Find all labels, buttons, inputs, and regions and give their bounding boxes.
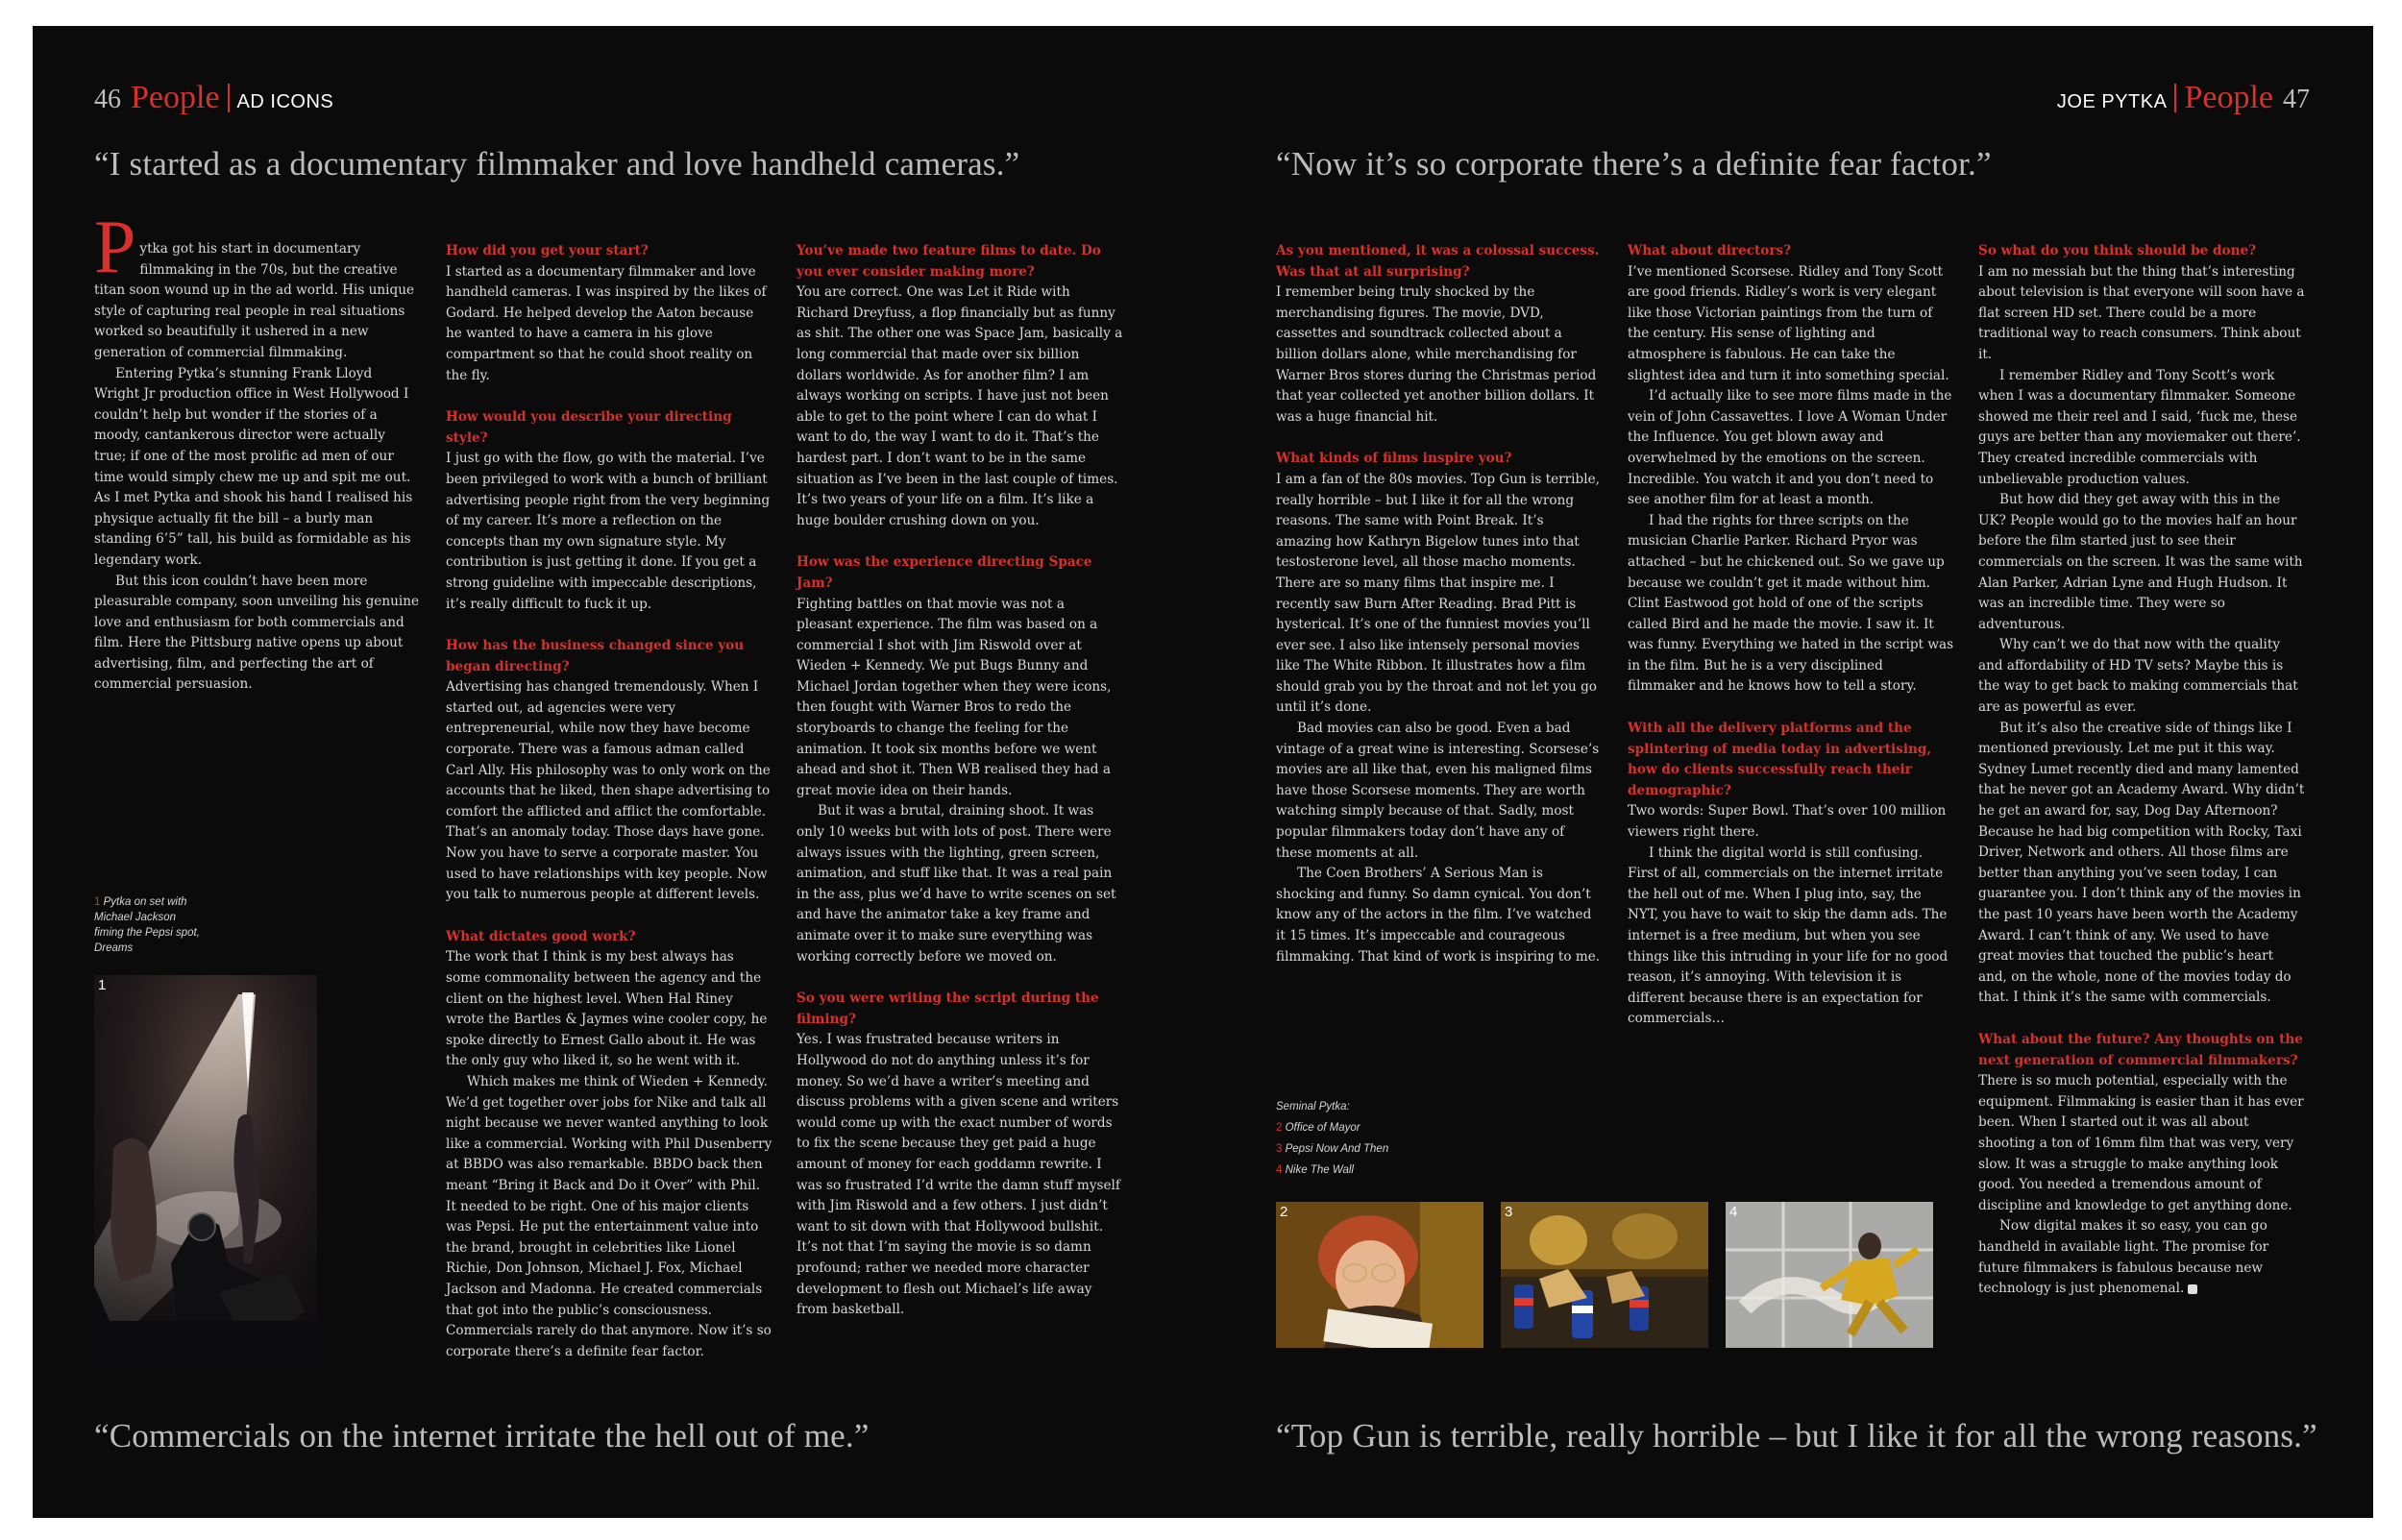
answer-text: Now digital makes it so easy, you can go handheld in available light. The promise for future filmmakers is fabulous because new technology is just phenomenal. <box>1978 1218 2269 1297</box>
folio-divider <box>228 84 230 112</box>
photo-illustration <box>1726 1202 1933 1348</box>
answer-paragraph: Why can’t we do that now with the quality and affordability of HD TV sets? Maybe this is the way to get back to making commercials that are as powerful as ever. <box>1978 637 2298 716</box>
answer-paragraph: I remember Ridley and Tony Scott’s work when I was a documentary filmmaker. Someone showed me their reel and I said, ‘fuck me, these guys are better than any moviemaker out there’. They created incredible commercials with unbelievable production values. <box>1978 367 2301 487</box>
photo-number: 3 <box>1505 1204 1513 1220</box>
magazine-spread <box>33 26 2373 1518</box>
photo-number: 4 <box>1729 1204 1738 1220</box>
caption-title: Seminal Pytka: <box>1276 1101 1350 1112</box>
photo-pepsi-now-and-then <box>1501 1202 1708 1348</box>
caption-number: 1 <box>94 896 101 908</box>
answer-paragraph: There is so much potential, especially with the equipment. Filmmaking is easier than it has ever been. When I started out it was all about shooting a ton of 16mm film that was very, very slow. It was a struggle to make anything look good. You needed a tremendous amount of discipline and knowledge to get anything done. <box>1978 1073 2304 1213</box>
caption-item <box>1276 1162 1468 1178</box>
photo-nike-the-wall <box>1726 1202 1933 1348</box>
qa-column <box>1628 241 1954 1030</box>
right-folio <box>2057 80 2310 116</box>
question-heading: How did you get your start? <box>446 243 649 258</box>
pull-quote: “Now it’s so corporate there’s a definite fear factor.” <box>1276 145 1992 183</box>
photo-illustration <box>94 975 317 1371</box>
question-heading: So you were writing the script during the filming? <box>797 990 1099 1027</box>
answer-paragraph: Advertising has changed tremendously. When I started out, ad agencies were very entrepreneurial, while now they have become corporate. There was a famous adman called Carl Ally. His philosophy was to only work on the accounts that he liked, then shape advertising to comfort the afflicted and afflict the comfortable. That’s an anomaly today. Those days have gone. Now you have to serve a corporate master. You used to have relationships with key people. Now you talk to numerous people at different levels. <box>446 679 771 903</box>
answer-paragraph: But it’s also the creative side of things like I mentioned previously. Let me put it this way. Sydney Lumet recently died and many lamented that he never got an Academy Award. Why didn’t he get an award for, say, Dog Day Afternoon? Because he had big competition with Rocky, Taxi Driver, Network and others. All those films are better than anything you’ve seen today, I can guarantee you. I don’t think any of the movies in the past 10 years have been worth the Academy Award. I can’t think of any. We used to have great movies that touched the public’s heart and, on the whole, none of the movies today do that. I think it’s the same with commercials. <box>1978 720 2305 1006</box>
intro-paragraph: Entering Pytka’s stunning Frank Lloyd Wright Jr production office in West Hollywood I couldn’t help but wonder if the stories of a moody, cantankerous director were actually true; if one of the most prolific ad men of our time would simply chew me up and spit me out. As I met Pytka and shook his hand I realised his physique actually fit the bill – a burly man standing 6’5” tall, his build as formidable as his legendary work. <box>94 365 413 568</box>
photo-number: 2 <box>1280 1204 1288 1220</box>
section-tag: JOE PYTKA <box>2056 91 2168 112</box>
photo-pytka-on-set <box>94 975 317 1371</box>
answer-paragraph: You are correct. One was Let it Ride with Richard Dreyfuss, a flop financially but as funny as shit. The other one was Space Jam, basically a long commercial that made over six billion dollars worldwide. As for another film? I am always working on scripts. I have just not been able to get to the point where I can do what I want to do, the way I want to do it. That’s the hardest part. I don’t want to be in the same situation as I’ve been in the last couple of times. It’s two years of your life on a film. It’s like a huge boulder crushing down on you. <box>797 284 1123 528</box>
answer-paragraph: But how did they get away with this in the UK? People would go to the movies half an hour before the film started just to see their commercials on the screen. It was the same with Alan Parker, Adrian Lyne and Hugh Hudson. It was an incredible time. They were so adventurous. <box>1978 492 2303 632</box>
intro-paragraph: But this icon couldn’t have been more pleasurable company, soon unveiling his genuine love and enthusiasm for both commercials and film. Here the Pittsburg native opens up about advertising, film, and perfecting the art of commercial persuasion. <box>94 573 419 693</box>
caption-text: Pepsi Now And Then <box>1285 1143 1389 1155</box>
answer-paragraph: Two words: Super Bowl. That’s over 100 million viewers right there. <box>1628 803 1947 841</box>
left-folio <box>94 80 333 116</box>
answer-paragraph: I think the digital world is still confusing. First of all, commercials on the internet irritate the hell out of me. When I plug into, say, the NYT, you have to wait to skip the damn ads. The internet is a free medium, but when you see things like this intruding in your life for no good reason, it’s annoying. With television it is different because there is an expectation for commercials… <box>1628 844 1949 1027</box>
pull-quote: “Commercials on the internet irritate the hell out of me.” <box>94 1417 870 1454</box>
question-heading: So what do you think should be done? <box>1978 243 2257 258</box>
question-heading: With all the delivery platforms and the splintering of media today in advertising, how do clients successfully reach their demographic? <box>1628 721 1932 798</box>
answer-paragraph: I had the rights for three scripts on the musician Charlie Parker. Richard Pryor was attached – but he chickened out. So we gave up because we couldn’t get it made without him. Clint Eastwood got hold of one of the scripts called Bird and he made the movie. I saw it. It was funny. Everything we hated in the script was in the film. But he is a very disciplined filmmaker and he knows how to tell a story. <box>1628 512 1954 695</box>
pull-quote: “I started as a documentary filmmaker and love handheld cameras.” <box>94 145 1020 183</box>
answer-paragraph: Fighting battles on that movie was not a pleasant experience. The film was based on a commercial I shot with Jim Riswold over at Wieden + Kennedy. We put Bugs Bunny and Michael Jordan together when they were icons, then fought with Warner Bros to redo the storyboards to change the feeling for the animation. It took six months before we went ahead and shot it. Then WB realised they had a great movie idea on their hands. <box>797 596 1112 798</box>
section-title: People <box>2184 80 2273 115</box>
answer-paragraph: I’ve mentioned Scorsese. Ridley and Tony Scott are good friends. Ridley’s work is very elegant like those Victorian paintings from the turn of the century. His sense of lighting and atmosphere is fabulous. He can take the slightest idea and turn it into something special. <box>1628 263 1949 383</box>
photo-captions <box>1276 1099 1468 1178</box>
answer-paragraph: I’d actually like to see more films made in the vein of John Cassavettes. I love A Woman Under the Influence. You get blown away and overwhelmed by the emotions on the screen. Incredible. You watch it and you don’t need to see another film for at least a month. <box>1628 388 1952 508</box>
caption-item <box>1276 1120 1468 1136</box>
photo-illustration <box>1501 1202 1708 1348</box>
section-tag: AD ICONS <box>236 91 334 112</box>
page-number: 47 <box>2283 85 2310 114</box>
drop-cap: P <box>94 205 136 288</box>
answer-paragraph: I started as a documentary filmmaker and love handheld cameras. I was inspired by the likes of Godard. He helped develop the Aaton because he wanted to have a camera in his glove compartment so that he could shoot reality on the fly. <box>446 263 767 383</box>
answer-paragraph: The work that I think is my best always has some commonality between the agency and the client on the highest level. When Hal Riney wrote the Bartles & Jaymes wine cooler copy, he spoke directly to Ernest Gallo about it. He was the only guy who liked it, so he went with it. <box>446 949 768 1069</box>
question-heading: What about the future? Any thoughts on the next generation of commercial filmmakers? <box>1978 1031 2303 1068</box>
qa-column <box>1276 241 1603 967</box>
answer-paragraph: I am no messiah but the thing that’s interesting about television is that everyone will soon have a flat screen HD set. There could be a more traditional way to reach consumers. Think about it. <box>1978 263 2305 362</box>
answer-paragraph: Which makes me think of Wieden + Kennedy. We’d get together over jobs for Nike and talk all night because we never wanted anything to look like a commercial. Working with Phil Dusenberry at BBDO was also remarkable. BBDO back then meant “Bring it Back and Do it Over” with Phil. It needed to be right. One of his major clients was Pepsi. He put the entertainment value into the brand, brought in celebrities like Lionel Richie, Don Johnson, Michael J. Fox, Michael Jackson and Madonna. He created commercials that got into the public’s consciousness. Commercials rarely do that anymore. Now it’s so corporate there’s a definite fear factor. <box>446 1073 772 1359</box>
intro-paragraph: ytka got his start in documentary filmmaking in the 70s, but the creative titan soon wound up in the ad world. His unique style of capturing real people in real situations worked so beautifully it ushered in a new generation of commercial filmmaking. <box>94 241 415 360</box>
caption-text: Office of Mayor <box>1285 1122 1360 1134</box>
question-heading: You’ve made two feature films to date. Do you ever consider making more? <box>797 243 1101 280</box>
question-heading: What kinds of films inspire you? <box>1276 451 1512 467</box>
pull-quote: “Top Gun is terrible, really horrible – but I like it for all the wrong reasons.” <box>1276 1417 2317 1454</box>
question-heading: How would you describe your directing style? <box>446 409 732 446</box>
answer-paragraph <box>1978 1216 2305 1299</box>
answer-paragraph: The Coen Brothers’ A Serious Man is shocking and funny. So damn cynical. You don’t know any of the actors in the film. I’ve watched it 15 times. It’s impeccable and courageous filmmaking. That kind of work is inspiring to me. <box>1276 866 1601 965</box>
question-heading: What about directors? <box>1628 243 1792 258</box>
page-number: 46 <box>94 85 121 114</box>
question-heading: How was the experience directing Space Jam? <box>797 554 1092 591</box>
intro-column <box>94 205 421 696</box>
answer-paragraph: I am a fan of the 80s movies. Top Gun is terrible, really horrible – but I like it for all the wrong reasons. The same with Point Break. It’s amazing how Kathryn Bigelow tunes into that testosterone level, all those macho moments. There are so many films that inspire me. I recently saw Burn After Reading. Brad Pitt is hysterical. It’s one of the funniest movies you’ll ever see. I also like intensely personal movies like The White Ribbon. It illustrates how a film should grab you by the throat and not let you go until it’s done. <box>1276 471 1600 716</box>
caption-number: 4 <box>1276 1164 1283 1176</box>
answer-paragraph: Bad movies can also be good. Even a bad vintage of a great wine is interesting. Scorsese’s movies are all like that, even his maligned films have those Scorsese moments. They are worth watching simply because of that. Sadly, most popular filmmakers today don’t have any of these moments at all. <box>1276 721 1600 861</box>
caption-text: Nike The Wall <box>1285 1164 1354 1176</box>
photo-caption <box>94 894 208 956</box>
end-mark-icon <box>2188 1284 2197 1294</box>
photo-illustration <box>1276 1202 1483 1348</box>
section-title: People <box>131 80 220 115</box>
qa-column <box>1978 241 2305 1300</box>
caption-number: 3 <box>1276 1143 1283 1155</box>
qa-column <box>446 241 772 1362</box>
answer-paragraph: I remember being truly shocked by the merchandising figures. The movie, DVD, cassettes and soundtrack collected about a billion dollars alone, while merchandising for Warner Bros stores during the Christmas period that year collected yet another billion dollars. It was a huge financial hit. <box>1276 284 1597 425</box>
caption-text: Pytka on set with Michael Jackson fiming the Pepsi spot, Dreams <box>94 896 200 954</box>
answer-paragraph: But it was a brutal, draining shoot. It was only 10 weeks but with lots of post. There were always issues with the lighting, green screen, animation, and stuff like that. It was a real pain in the ass, plus we’d have to write scenes on set and have the animator take a key frame and animate over it to make sure everything was working correctly before we moved on. <box>797 803 1116 965</box>
qa-column <box>797 241 1123 1321</box>
photo-office-of-mayor <box>1276 1202 1483 1348</box>
folio-divider <box>2174 84 2176 112</box>
caption-number: 2 <box>1276 1122 1283 1134</box>
question-heading: What dictates good work? <box>446 928 636 944</box>
answer-paragraph: I just go with the flow, go with the material. I’ve been privileged to work with a bunch of brilliant advertising people right from the very beginning of my career. It’s more a reflection on the concepts than my own signature style. My contribution is just getting it done. If you get a strong guideline with impeccable descriptions, it’s really difficult to fuck it up. <box>446 451 771 612</box>
photo-number: 1 <box>98 977 107 993</box>
question-heading: How has the business changed since you began directing? <box>446 638 745 674</box>
caption-item <box>1276 1141 1468 1157</box>
answer-paragraph: Yes. I was frustrated because writers in Hollywood do not do anything unless it’s for money. So we’d have a writer’s meeting and discuss problems with a given scene and writers would come up with the exact number of words to fix the scene because they get paid a huge amount of money for each goddamn rewrite. I was so frustrated I’d write the damn stuff myself with Jim Riswold and a few others. I just didn’t want to sit down with that Hollywood bullshit. It’s not that I’m saying the movie is so damn profound; rather we needed more character development to flesh out Michael’s life away from basketball. <box>797 1032 1120 1318</box>
question-heading: As you mentioned, it was a colossal success. Was that at all surprising? <box>1276 243 1600 280</box>
